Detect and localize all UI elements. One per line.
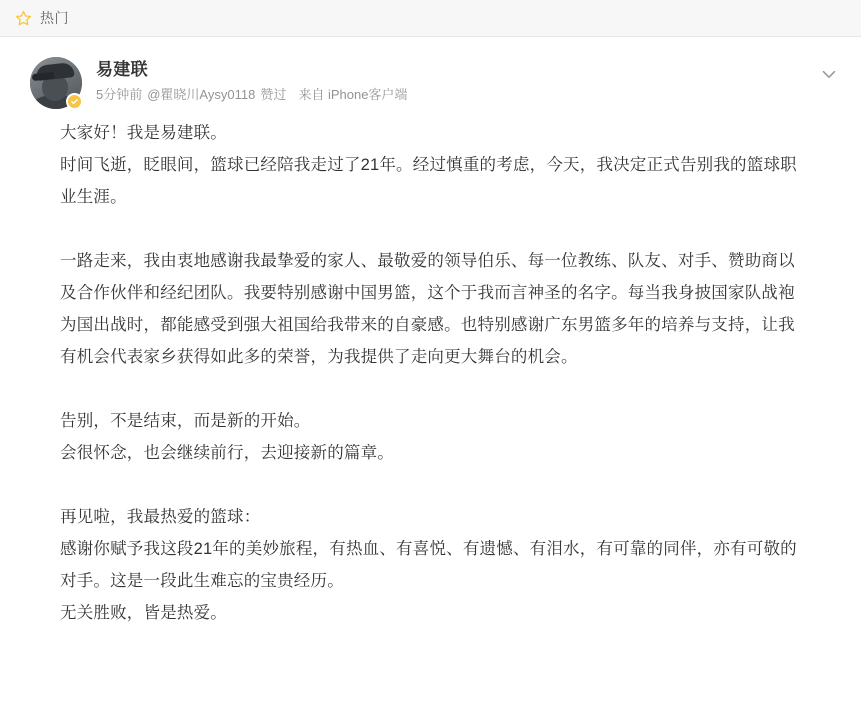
- paragraph-spacer: [60, 373, 803, 405]
- chevron-down-icon[interactable]: [817, 62, 841, 86]
- post-paragraph: 告别，不是结束，而是新的开始。: [60, 412, 311, 430]
- topbar: [0, 0, 861, 37]
- post-paragraph: 时间飞逝，眨眼间，篮球已经陪我走过了21年。经过慎重的考虑，今天，我决定正式告别我的篮球职业生涯。: [60, 156, 797, 206]
- paragraph-spacer: [60, 469, 803, 501]
- paragraph-spacer: [60, 213, 803, 245]
- post-paragraph: 大家好！我是易建联。: [60, 124, 227, 142]
- hot-label: 热门: [40, 10, 69, 26]
- avatar[interactable]: [30, 57, 82, 109]
- post-card: [0, 37, 861, 629]
- post-paragraph: 再见啦，我最热爱的篮球：: [60, 508, 261, 526]
- post-paragraph: 一路走来，我由衷地感谢我最挚爱的家人、最敬爱的领导伯乐、每一位教练、队友、对手、赞助商以及合作伙伴和经纪团队。我要特别感谢中国男篮，这个于我而言神圣的名字。每当我身披国家队战袍为国出战时，都能感受到强大祖国给我带来的自豪感。也特别感谢广东男篮多年的培养与支持，让我有机会代表家乡获得如此多的荣誉，为我提供了走向更大舞台的机会。: [60, 252, 795, 366]
- author-name[interactable]: 易建联: [96, 60, 148, 79]
- post-meta: [96, 86, 833, 104]
- post-paragraph: 会很怀念，也会继续前行，去迎接新的篇章。: [60, 444, 394, 462]
- post-paragraph: 无关胜败，皆是热爱。: [60, 604, 227, 622]
- post-paragraph: 感谢你赋予我这段21年的美妙旅程，有热血、有喜悦、有遗憾、有泪水，有可靠的同伴，亦有可敬的对手。这是一段此生难忘的宝贵经历。: [60, 540, 797, 590]
- verified-badge-icon: [66, 93, 83, 110]
- post-time: 5分钟前: [96, 87, 143, 102]
- star-icon: [14, 9, 33, 28]
- liked-label: 赞过: [260, 87, 287, 102]
- post-header-text: [96, 55, 833, 104]
- post-source: 来自 iPhone客户端: [298, 87, 408, 102]
- post-body: [30, 117, 833, 629]
- post-header: [30, 55, 833, 109]
- hot-tag[interactable]: [14, 8, 69, 28]
- mention-link[interactable]: @瞿晓川Aysy0118: [147, 87, 256, 102]
